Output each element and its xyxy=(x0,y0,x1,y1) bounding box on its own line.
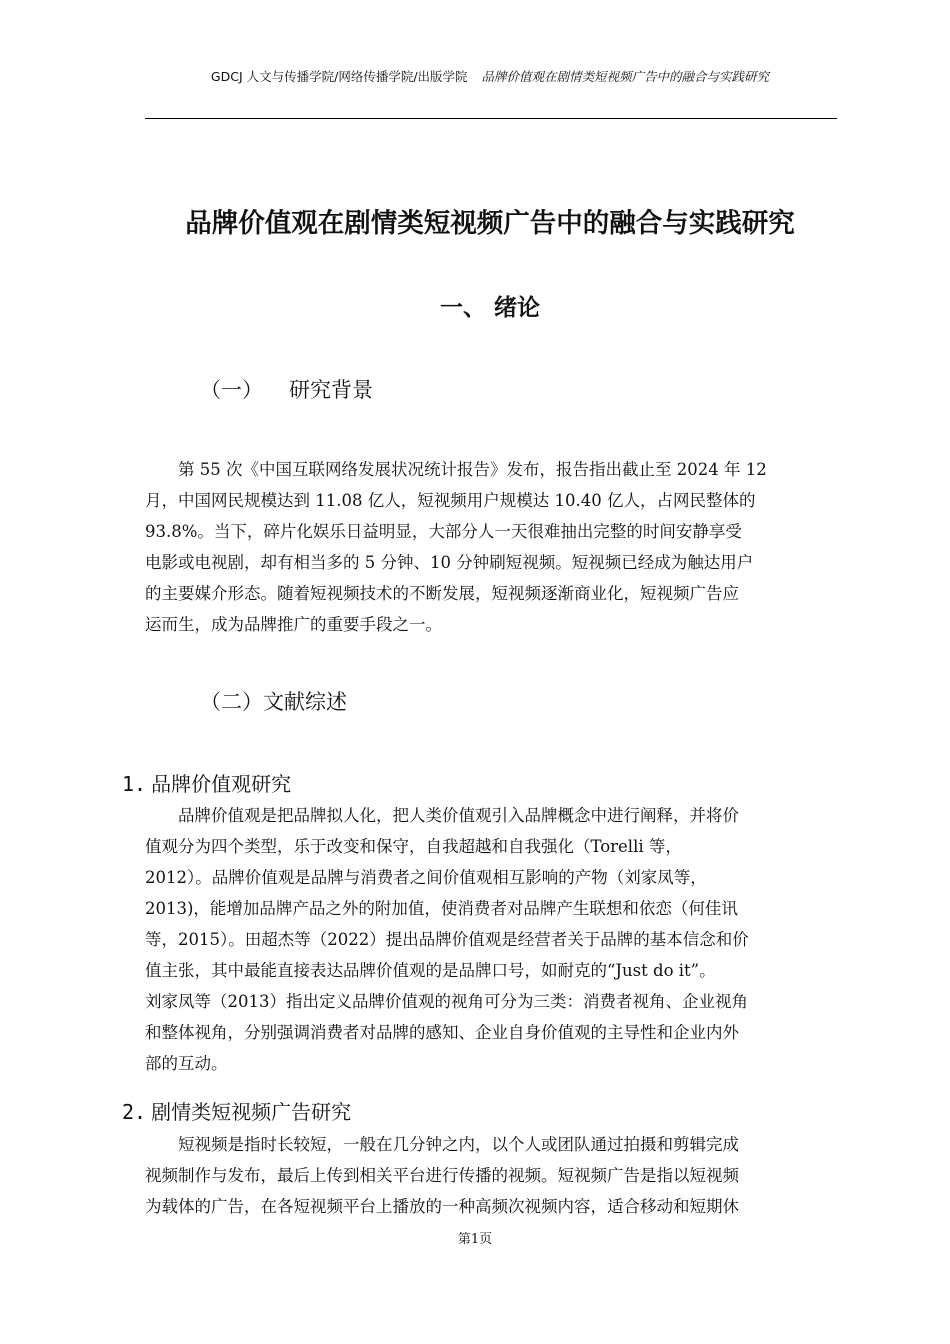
section-number: （二） xyxy=(200,690,263,714)
paper-title: 品牌价值观在剧情类短视频广告中的融合与实践研究 xyxy=(185,208,795,239)
text-line: 刘家凤等（2013）指出定义品牌价值观的视角可分为三类：消费者视角、企业视角 xyxy=(145,992,748,1011)
subsection-number: 2. xyxy=(122,1100,147,1124)
text-line: 电影或电视剧，却有相当多的 5 分钟、10 分钟刷短视频。短视频已经成为触达用户 xyxy=(145,553,754,572)
section-title: 文献综述 xyxy=(263,690,347,714)
paragraph-short-video-ads xyxy=(145,1129,837,1222)
section-heading-literature xyxy=(200,686,347,716)
chapter-heading: 一、 绪论 xyxy=(439,295,540,321)
paragraph-background xyxy=(145,454,837,640)
text-line: 值观分为四个类型，乐于改变和保守，自我超越和自我强化（Torelli 等， xyxy=(145,837,682,856)
text-line: 品牌价值观是把品牌拟人化，把人类价值观引入品牌概念中进行阐释，并将价 xyxy=(145,806,739,825)
text-line: 的主要媒介形态。随着短视频技术的不断发展，短视频逐渐商业化，短视频广告应 xyxy=(145,584,739,603)
subsection-heading-short-video-ads xyxy=(122,1096,351,1125)
header-running-title: 品牌价值观在剧情类短视频广告中的融合与实践研究 xyxy=(481,69,770,84)
text-line: 短视频是指时长较短，一般在几分钟之内，以个人或团队通过拍摄和剪辑完成 xyxy=(145,1135,739,1154)
page-number: 第1页 xyxy=(457,1232,493,1247)
text-line: 第 55 次《中国互联网络发展状况统计报告》发布，报告指出截止至 2024 年 12 xyxy=(145,460,767,479)
section-number: （一） xyxy=(200,378,263,402)
subsection-number: 1. xyxy=(122,772,147,796)
section-title: 研究背景 xyxy=(289,378,373,402)
text-line: 和整体视角，分别强调消费者对品牌的感知、企业自身价值观的主导性和企业内外 xyxy=(145,1023,739,1042)
text-line: 等，2015）。田超杰等（2022）提出品牌价值观是经营者关于品牌的基本信念和价 xyxy=(145,930,749,949)
subsection-title: 剧情类短视频广告研究 xyxy=(151,1100,352,1124)
text-line: 月，中国网民规模达到 11.08 亿人，短视频用户规模达 10.40 亿人，占网民整体的 xyxy=(145,491,756,510)
text-line: 2012）。品牌价值观是品牌与消费者之间价值观相互影响的产物（刘家凤等， xyxy=(145,868,707,887)
text-line: 部的互动。 xyxy=(145,1054,228,1073)
paragraph-brand-values xyxy=(145,800,837,1079)
subsection-title: 品牌价值观研究 xyxy=(151,772,292,796)
text-line: 运而生，成为品牌推广的重要手段之一。 xyxy=(145,615,442,634)
text-line: 视频制作与发布，最后上传到相关平台进行传播的视频。短视频广告是指以短视频 xyxy=(145,1166,739,1185)
text-line: 2013)，能增加品牌产品之外的附加值，使消费者对品牌产生联想和依恋（何佳讯 xyxy=(145,899,738,918)
header-institution: GDCJ 人文与传播学院/网络传播学院/出版学院 xyxy=(210,69,468,84)
running-header xyxy=(145,67,835,85)
text-line: 93.8%。当下，碎片化娱乐日益明显，大部分人一天很难抽出完整的时间安静享受 xyxy=(145,522,742,541)
text-line: 为载体的广告，在各短视频平台上播放的一种高频次视频内容，适合移动和短期休 xyxy=(145,1197,739,1216)
section-heading-background xyxy=(200,374,373,404)
subsection-heading-brand-values xyxy=(122,768,291,797)
header-rule xyxy=(145,118,837,119)
text-line: 值主张，其中最能直接表达品牌价值观的是品牌口号，如耐克的“Just do it”。 xyxy=(145,961,716,980)
